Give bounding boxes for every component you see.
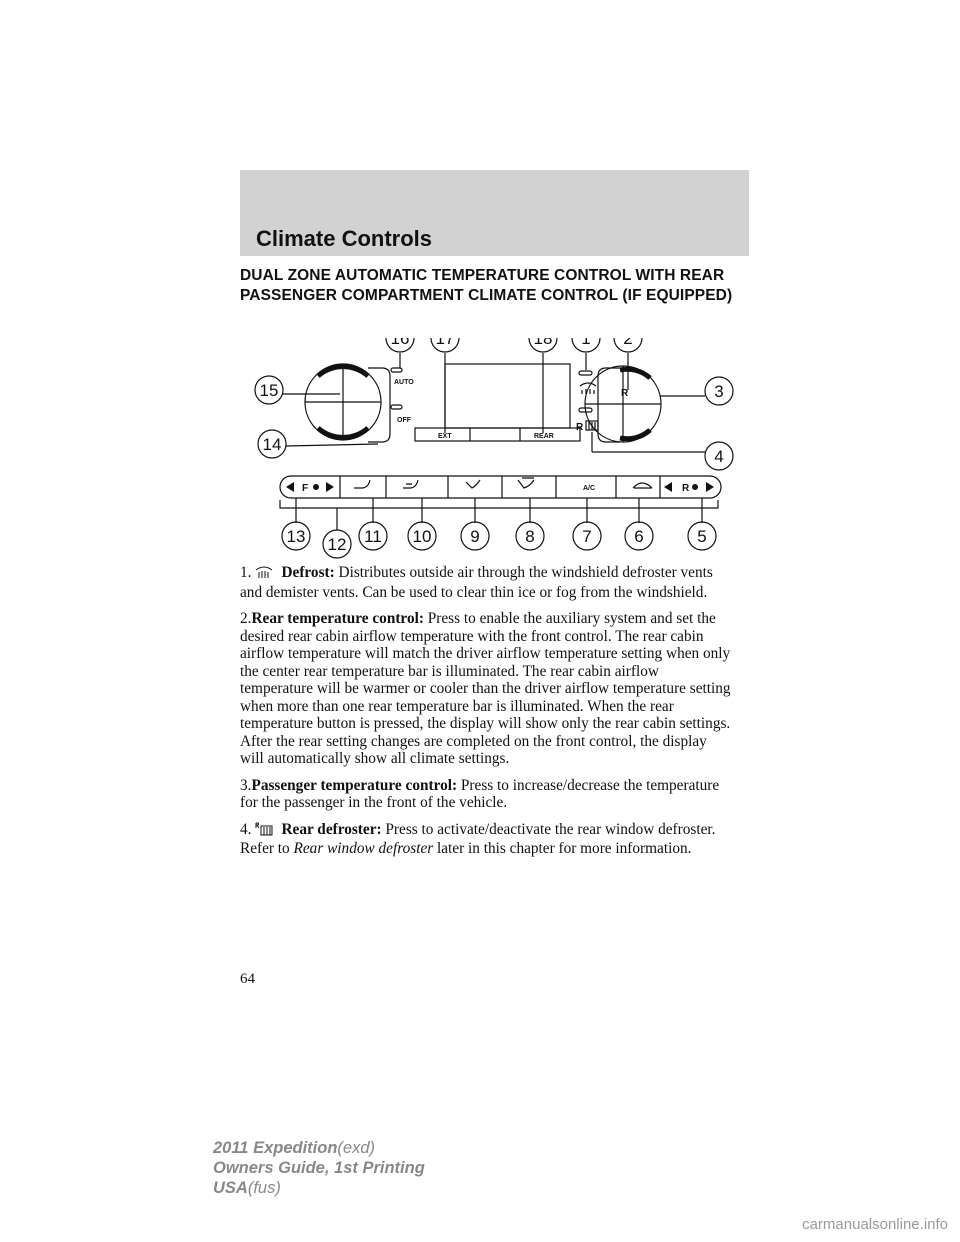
callout-6: 6 <box>634 527 644 546</box>
driver-temperature-dial <box>305 364 381 440</box>
callout-1: 1 <box>581 338 591 348</box>
item-1-label: Defrost: <box>281 564 335 581</box>
chapter-header-band <box>240 170 749 256</box>
item-descriptions <box>240 564 732 867</box>
section-heading <box>240 266 760 306</box>
footer-market: USA <box>213 1179 248 1197</box>
rear-defroster-icon <box>255 822 273 841</box>
callout-16: 16 <box>390 338 410 348</box>
item-4-text-before: Press to activate/deactivate the rear window defroster. Refer to <box>240 820 716 857</box>
item-2 <box>240 610 732 768</box>
watermark: carmanualsonline.info <box>802 1216 948 1233</box>
rear-defrost-r-label: R <box>576 422 584 433</box>
callout-13: 13 <box>286 527 306 546</box>
footer-guide: Owners Guide, 1st Printing <box>213 1159 425 1177</box>
function-button-strip <box>280 476 721 508</box>
rear-button-label: REAR <box>534 433 554 440</box>
item-1-number: 1. <box>240 564 252 581</box>
off-button-label: OFF <box>397 417 411 424</box>
footer-line-1 <box>213 1138 425 1158</box>
defrost-icon <box>255 565 273 584</box>
item-2-label: Rear temperature control: <box>251 610 424 627</box>
front-fan-label: F <box>302 483 309 494</box>
rear-fan-label: R <box>682 483 690 494</box>
callout-8: 8 <box>525 527 535 546</box>
callout-12: 12 <box>327 535 347 554</box>
item-1 <box>240 564 732 601</box>
chapter-title: Climate Controls <box>256 226 433 251</box>
callout-9: 9 <box>470 527 480 546</box>
ext-button-label: EXT <box>438 433 452 440</box>
callout-15: 15 <box>259 381 279 400</box>
callout-5: 5 <box>697 527 707 546</box>
section-heading-line-1: DUAL ZONE AUTOMATIC TEMPERATURE CONTROL WITH REAR <box>240 267 725 284</box>
callout-17: 17 <box>435 338 455 348</box>
callout-18: 18 <box>533 338 553 348</box>
item-4-number: 4. <box>240 820 252 838</box>
item-4-reference: Rear window defroster <box>293 840 434 857</box>
callout-7: 7 <box>582 527 592 546</box>
passenger-dial-rear-label: R <box>621 388 629 399</box>
item-4-text-after: later in this chapter for more information. <box>433 840 692 857</box>
callout-2: 2 <box>623 338 633 348</box>
auto-button-label: AUTO <box>394 379 414 386</box>
footer-model-code: (exd) <box>337 1139 375 1157</box>
item-4-label: Rear defroster: <box>281 820 382 838</box>
item-3-number: 3. <box>240 776 252 794</box>
callout-14: 14 <box>262 435 282 454</box>
climate-control-diagram <box>250 338 740 560</box>
callout-10: 10 <box>412 527 432 546</box>
callout-4: 4 <box>714 447 724 466</box>
item-2-number: 2. <box>240 610 252 627</box>
item-1-text: Distributes outside air through the windshield defroster vents and demister vents. Can be used to clear thin ice or fog from the windshield. <box>240 564 713 601</box>
item-3-text: Press to increase/decrease the temperature for the passenger in the front of the vehicle. <box>240 776 720 811</box>
item-3 <box>240 777 732 812</box>
footer-market-code: (fus) <box>247 1179 281 1197</box>
item-3-label: Passenger temperature control: <box>251 776 458 794</box>
footer <box>213 1138 425 1198</box>
page-number: 64 <box>240 971 255 987</box>
item-2-text: Press to enable the auxiliary system and set the desired rear cabin airflow temperature with the front control. The rear cabin airflow temperature will match the driver airflow temperature setting when only the center rear temperature bar is illuminated. The rear cabin airflow temperature will be warmer or cooler than the driver airflow temperature setting when more than one rear temperature bar is illuminated. When the rear temperature button is pressed, the display will show only the rear cabin settings. After the rear setting changes are completed on the front control, the display will automatically show all climate settings. <box>240 610 731 767</box>
footer-line-3 <box>213 1178 425 1198</box>
callout-11: 11 <box>364 527 382 546</box>
passenger-temperature-dial <box>585 366 661 442</box>
item-4 <box>240 821 732 858</box>
footer-model: 2011 Expedition <box>213 1139 338 1157</box>
ac-button-label: A/C <box>583 485 596 492</box>
section-heading-line-2: PASSENGER COMPARTMENT CLIMATE CONTROL (IF EQUIPPED) <box>240 287 733 304</box>
callout-3: 3 <box>714 382 724 401</box>
